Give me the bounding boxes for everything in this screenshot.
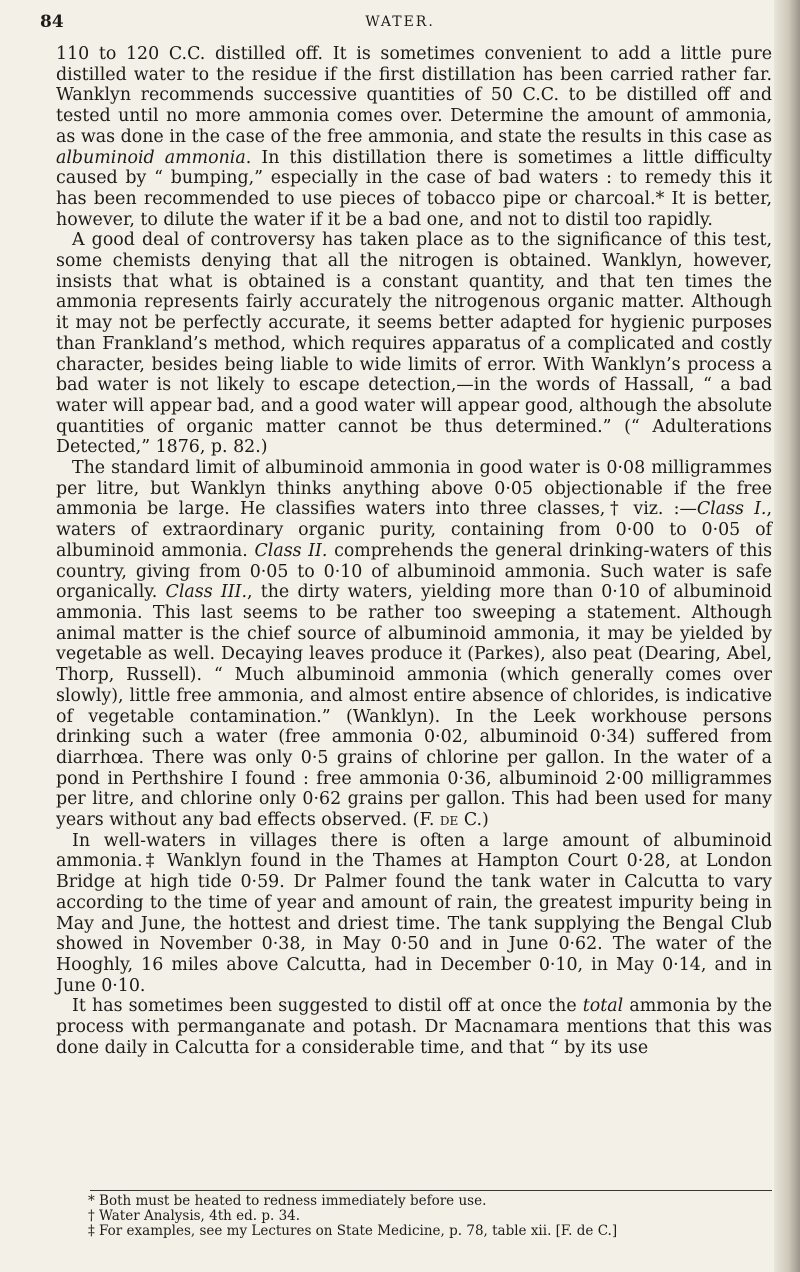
text-run: The standard limit of albuminoid ammonia in good water is 0·08 milligrammes per litre, but Wanklyn thinks anything above 0·05 objectionable if the free ammonia be large. He classifies waters into three classes,† viz. :— <box>56 458 772 520</box>
paragraph <box>56 230 772 458</box>
paragraph <box>56 458 772 831</box>
footnote-2: † Water Analysis, 4th ed. p. 34. <box>88 1208 301 1224</box>
small-caps-text: de <box>439 810 459 831</box>
page-edge <box>774 0 800 1272</box>
italic-text: Class I. <box>696 499 767 520</box>
italic-text: Class II. <box>254 540 328 561</box>
text-run: comprehends the general drinking-waters of this country, giving from 0·05 to 0·10 of albuminoid ammonia. Such water is safe organically. <box>56 540 772 603</box>
paragraph <box>56 996 772 1058</box>
text-run: In well-waters in villages there is often a large amount of albuminoid ammonia.‡ Wanklyn found in the Thames at Hampton Court 0·28, at London Bridge at high tide 0·59. Dr Palmer found the tank water in Calcutta to vary according to the time of year and amount of rain, the greatest impurity being in May and June, the hottest and driest time. The tank supplying the Bengal Club showed in November 0·38, in May 0·50 and in June 0·62. The water of the Hooghly, 16 miles above Calcutta, had in December 0·10, in May 0·14, and in June 0·10. <box>56 830 772 996</box>
text-run: It has sometimes been suggested to distil off at once the <box>72 996 583 1017</box>
text-run: , waters of extraordinary organic purity, containing from 0·00 to 0·05 of albuminoid ammonia. <box>56 499 772 561</box>
running-head: WATER. <box>365 14 435 30</box>
body-text <box>56 44 772 1058</box>
italic-text: Class III. <box>165 582 247 603</box>
text-run: , the dirty waters, yielding more than 0·10 of albuminoid ammonia. This last seems to be rather too sweeping a statement. Although animal matter is the chief source of albuminoid ammonia, it may be yielded by vegetable as well. Decaying leaves produce it (Parkes), also peat (Dearing, Abel, Thorp, Russell). “ Much albuminoid ammonia (which generally comes over slowly), little free ammonia, and almost entire absence of chlorides, is indicative of vegetable contamination.” (Wanklyn). In the Leek workhouse persons drinking such a water (free ammonia 0·02, albuminoid 0·34) suffered from diarrhœa. There was only 0·5 grains of chlorine per gallon. In the water of a pond in Perthshire I found : free ammonia 0·36, albuminoid 2·00 milligrammes per litre, and chlorine only 0·62 grains per gallon. This had been used for many years without any bad effects observed. (F. <box>56 582 772 831</box>
footnote-1: * Both must be heated to redness immediately before use. <box>88 1193 487 1209</box>
page-header <box>40 12 760 40</box>
text-run: C.) <box>458 810 489 831</box>
footnote-3: ‡ For examples, see my Lectures on State Medicine, p. 78, table xii. [F. de C.] <box>88 1223 618 1239</box>
text-run: A good deal of controversy has taken place as to the significance of this test, some chemists denying that all the nitrogen is obtained. Wanklyn, however, insists that what is obtained is a constant quantity, and that ten times the ammonia represents fairly accurately the nitrogenous organic matter. Although it may not be perfectly accurate, it seems better adapted for hygienic purposes than Frankland’s method, which requires apparatus of a complicated and costly character, besides being liable to wide limits of error. With Wanklyn’s process a bad water is not likely to escape detection,—in the words of Hassall, “ a bad water will appear bad, and a good water will appear good, although the absolute quantities of organic matter cannot be thus determined.” (“ Adulterations Detected,” 1876, p. 82.) <box>56 230 772 458</box>
page-number: 84 <box>40 12 64 32</box>
text-run: ammonia by the process with permanganate and potash. Dr Macnamara mentions that this was done daily in Calcutta for a considerable time, and that “ by its use <box>56 996 772 1058</box>
text-run: . In this distillation there is sometimes a little difficulty caused by “ bumping,” especially in the case of bad waters : to remedy this it has been recommended to use pieces of tobacco pipe or charcoal.* It is better, however, to dilute the water if it be a bad one, and not to distil too rapidly. <box>56 147 772 230</box>
text-run: 110 to 120 C.C. distilled off. It is sometimes convenient to add a little pure distilled water to the residue if the first distillation has been carried rather far. Wanklyn recommends successive quantities of 50 C.C. to be distilled off and tested until no more ammonia comes over. Determine the amount of ammonia, as was done in the case of the free ammonia, and state the results in this case as <box>56 44 772 147</box>
italic-text: albuminoid ammonia <box>56 147 246 168</box>
footnote-rule <box>90 1190 772 1191</box>
paragraph <box>56 44 772 230</box>
paragraph <box>56 831 772 997</box>
italic-text: total <box>582 996 624 1017</box>
footnotes <box>88 1194 772 1239</box>
